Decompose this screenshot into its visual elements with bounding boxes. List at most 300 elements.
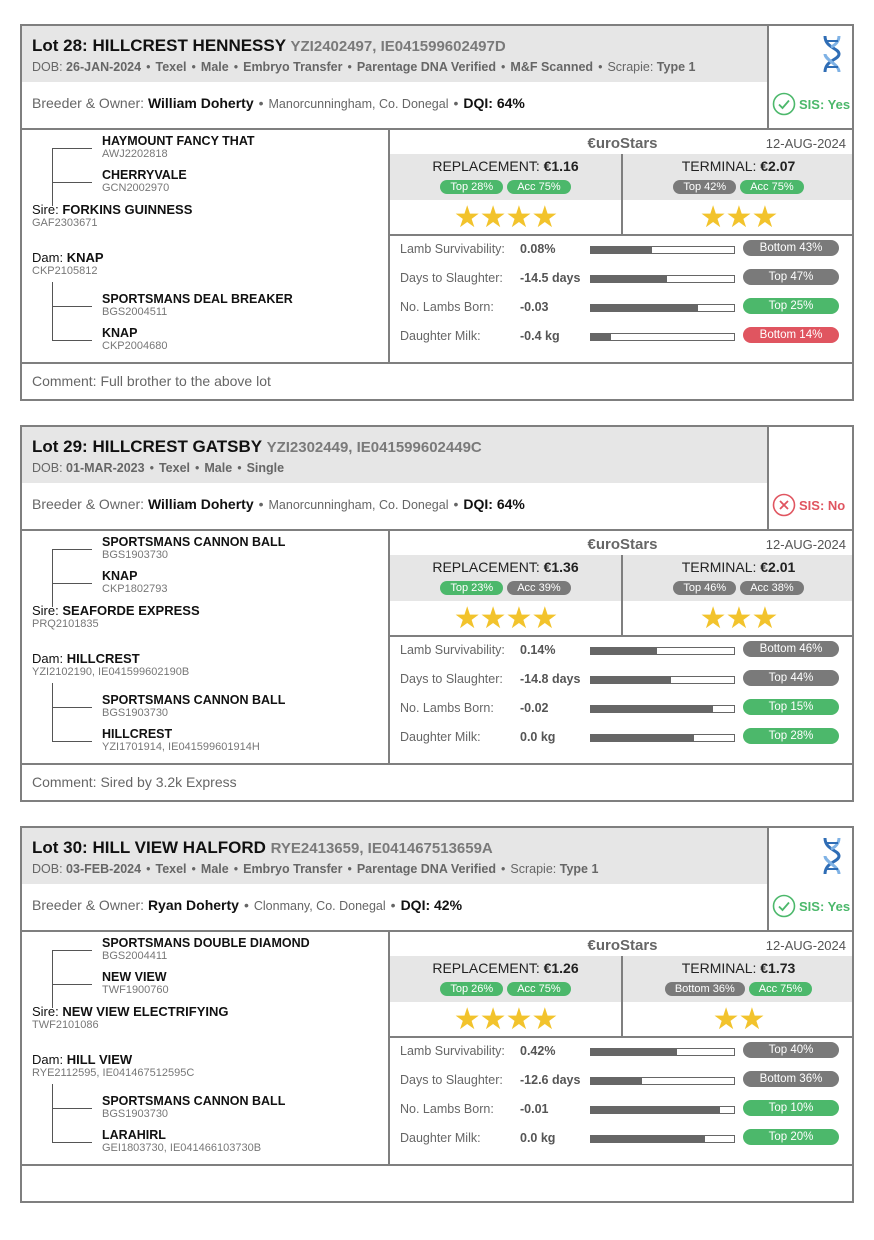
- percentile-pill: Top 47%: [743, 269, 839, 285]
- sis-label: SIS: Yes: [799, 898, 851, 914]
- lot-comment: Comment: Sired by 3.2k Express: [32, 774, 237, 790]
- lot-tag: Single: [246, 461, 285, 475]
- scrapie-label: Scrapie:: [510, 862, 560, 876]
- lot-card: [20, 425, 854, 802]
- divider: [390, 1036, 852, 1038]
- divider: [767, 828, 769, 930]
- pedigree: [22, 531, 388, 763]
- lot-card: [20, 24, 854, 401]
- ancestor-name: KNAP: [102, 569, 138, 583]
- sis-label: SIS: No: [799, 497, 846, 513]
- dam-sire: [102, 292, 293, 318]
- accuracy-pill: Acc 75%: [507, 180, 570, 194]
- tree-line: [52, 950, 92, 951]
- eurostars-date: 12-AUG-2024: [765, 136, 846, 151]
- lot-tag: Texel: [158, 461, 190, 475]
- ancestor-id: TWF1900760: [102, 984, 169, 996]
- ancestor-name: LARAHIRL: [102, 1128, 166, 1142]
- trait-bar: [590, 734, 735, 742]
- dam-dam: [102, 1128, 261, 1154]
- tree-line: [52, 583, 92, 584]
- star-icon: ★: [453, 602, 480, 635]
- separator: •: [347, 862, 352, 876]
- accuracy-pill: Acc 75%: [749, 982, 812, 996]
- terminal-stars: [623, 1005, 854, 1035]
- tree-line: [52, 549, 53, 607]
- percentile-pill: Bottom 36%: [743, 1071, 839, 1087]
- accuracy-pill: Acc 75%: [507, 982, 570, 996]
- trait-bar-fill: [591, 305, 698, 311]
- tree-line: [52, 741, 92, 742]
- breeder-label: Breeder & Owner:: [32, 95, 148, 111]
- lot-tag: Male: [204, 461, 233, 475]
- sis-badge: [772, 491, 854, 519]
- trait-bar: [590, 1106, 735, 1114]
- trait-name: Daughter Milk:: [400, 730, 481, 744]
- trait-bar: [590, 333, 735, 341]
- trait-value: 0.0 kg: [520, 730, 556, 744]
- star-icon: ★: [531, 602, 558, 635]
- percentile-pill: Bottom 14%: [743, 327, 839, 343]
- star-icon: ★: [453, 201, 480, 234]
- ancestor-name: SPORTSMANS CANNON BALL: [102, 535, 286, 549]
- accuracy-pill: Acc 38%: [740, 581, 803, 595]
- star-icon: ★: [699, 201, 726, 234]
- trait-bar-fill: [591, 1136, 705, 1142]
- replacement-index: [390, 158, 621, 195]
- trait-name: Daughter Milk:: [400, 329, 481, 343]
- lot-ids: YZI2302449, IE041599602449C: [266, 439, 482, 456]
- trait-bar-fill: [591, 706, 713, 712]
- breeder-line: [32, 95, 525, 111]
- tree-line: [52, 984, 92, 985]
- sire-id: GAF2303671: [32, 217, 98, 229]
- dam-dam: [102, 326, 167, 352]
- ancestor-id: BGS1903730: [102, 1108, 169, 1120]
- rank-pill: Top 26%: [440, 982, 503, 996]
- percentile-pill: Top 40%: [743, 1042, 839, 1058]
- index-label: TERMINAL:: [681, 559, 757, 575]
- terminal-label: [623, 559, 854, 575]
- ancestor-id: BGS2004511: [102, 306, 168, 318]
- trait-row: [400, 1071, 850, 1091]
- percentile-pill: Bottom 43%: [743, 240, 839, 256]
- ancestor-name: NEW VIEW: [102, 970, 167, 984]
- separator: •: [390, 897, 396, 913]
- dam-id: CKP2105812: [32, 265, 98, 277]
- trait-name: Lamb Survivability:: [400, 242, 505, 256]
- lot-card: [20, 826, 854, 1203]
- lot-tag: Parentage DNA Verified: [356, 60, 497, 74]
- lot-title: [32, 838, 493, 858]
- rank-pill: Bottom 36%: [665, 982, 745, 996]
- sire-dam: [102, 168, 187, 194]
- trait-bar: [590, 1077, 735, 1085]
- ancestor-name: HAYMOUNT FANCY THAT: [102, 134, 255, 148]
- sire: [32, 603, 200, 630]
- dam-name: KNAP: [66, 250, 104, 265]
- lot-title: [32, 36, 506, 56]
- star-icon: ★: [531, 201, 558, 234]
- check-circle-icon: [772, 894, 796, 918]
- sire-name: SEAFORDE EXPRESS: [62, 603, 200, 618]
- index-value: €1.36: [543, 559, 579, 575]
- tree-line: [52, 1084, 53, 1142]
- breeder-name: William Doherty: [147, 95, 254, 111]
- terminal-index: [623, 960, 854, 997]
- dam: [32, 651, 189, 678]
- breeder-line: [32, 897, 462, 913]
- lot-header: [22, 828, 767, 884]
- trait-value: -12.6 days: [520, 1073, 581, 1087]
- ancestor-id: CKP1802793: [102, 583, 168, 595]
- ancestor-id: GCN2002970: [102, 182, 170, 194]
- accuracy-pill: Acc 39%: [507, 581, 570, 595]
- trait-name: Days to Slaughter:: [400, 271, 503, 285]
- trait-value: -0.4 kg: [520, 329, 560, 343]
- dob-value: 03-FEB-2024: [66, 862, 142, 876]
- divider: [22, 1164, 852, 1166]
- tree-line: [52, 282, 53, 340]
- lot-details: [32, 461, 284, 475]
- star-icon: ★: [712, 1003, 739, 1036]
- star-icon: ★: [531, 1003, 558, 1036]
- breeder-name: William Doherty: [147, 496, 254, 512]
- sire-name: FORKINS GUINNESS: [62, 202, 193, 217]
- eurostars-title: €uroStars: [587, 135, 658, 152]
- trait-bar: [590, 246, 735, 254]
- index-value: €2.07: [760, 158, 796, 174]
- dam-label: Dam:: [32, 651, 64, 666]
- replacement-stars: [390, 604, 621, 634]
- sire-sire: [102, 936, 310, 962]
- dam-name: HILL VIEW: [66, 1052, 133, 1067]
- ancestor-id: CKP2004680: [102, 340, 168, 352]
- tree-line: [52, 340, 92, 341]
- separator: •: [243, 897, 249, 913]
- breeder-location: Manorcunningham, Co. Donegal: [268, 97, 449, 111]
- replacement-index: [390, 960, 621, 997]
- trait-row: [400, 641, 850, 661]
- sis-label: SIS: Yes: [799, 96, 851, 112]
- lot-title: [32, 437, 482, 457]
- lot-details: [32, 60, 695, 74]
- eurostars-date: 12-AUG-2024: [765, 938, 846, 953]
- trait-value: 0.42%: [520, 1044, 556, 1058]
- dob-label: DOB:: [32, 60, 67, 74]
- trait-value: -0.03: [520, 300, 549, 314]
- percentile-pill: Top 20%: [743, 1129, 839, 1145]
- terminal-index: [623, 559, 854, 596]
- ancestor-id: AWJ2202818: [102, 148, 168, 160]
- percentile-pill: Top 25%: [743, 298, 839, 314]
- replacement-label: [390, 559, 621, 575]
- separator: •: [191, 862, 196, 876]
- percentile-pill: Bottom 46%: [743, 641, 839, 657]
- separator: •: [453, 496, 459, 512]
- lot-name: Lot 29: HILLCREST GATSBY: [32, 437, 262, 456]
- dam-sire: [102, 693, 285, 719]
- replacement-label: [390, 960, 621, 976]
- index-label: REPLACEMENT:: [432, 559, 540, 575]
- star-icon: ★: [725, 602, 752, 635]
- sire-dam: [102, 970, 169, 996]
- trait-value: 0.08%: [520, 242, 556, 256]
- index-label: TERMINAL:: [681, 960, 757, 976]
- ancestor-name: KNAP: [102, 326, 138, 340]
- sire-id: TWF2101086: [32, 1019, 99, 1031]
- trait-value: -0.01: [520, 1102, 549, 1116]
- dob-value: 01-MAR-2023: [66, 461, 145, 475]
- scrapie-value: Type 1: [656, 60, 696, 74]
- percentile-pill: Top 15%: [743, 699, 839, 715]
- percentile-pill: Top 28%: [743, 728, 839, 744]
- accuracy-pill: Acc 75%: [740, 180, 803, 194]
- percentile-pill: Top 44%: [743, 670, 839, 686]
- sis-badge: [772, 892, 854, 920]
- separator: •: [453, 95, 459, 111]
- eurostars-date: 12-AUG-2024: [765, 537, 846, 552]
- trait-bar: [590, 1135, 735, 1143]
- replacement-stars: [390, 203, 621, 233]
- pedigree: [22, 130, 388, 362]
- trait-bar-fill: [591, 677, 671, 683]
- lot-details: [32, 862, 598, 876]
- trait-row: [400, 1129, 850, 1149]
- dqi-value: DQI: 42%: [400, 897, 463, 913]
- index-label: REPLACEMENT:: [432, 960, 540, 976]
- tree-line: [52, 707, 92, 708]
- separator: •: [146, 862, 151, 876]
- divider: [22, 362, 852, 364]
- separator: •: [258, 496, 264, 512]
- separator: •: [347, 60, 352, 74]
- index-value: €1.16: [543, 158, 579, 174]
- eurostars-title: €uroStars: [587, 937, 658, 954]
- trait-bar-fill: [591, 247, 652, 253]
- tree-line: [52, 182, 92, 183]
- replacement-stars: [390, 1005, 621, 1035]
- index-value: €1.26: [543, 960, 579, 976]
- trait-bar: [590, 647, 735, 655]
- dqi-value: DQI: 64%: [463, 95, 525, 111]
- trait-bar-fill: [591, 276, 667, 282]
- lot-comment: Comment: Full brother to the above lot: [32, 373, 271, 389]
- trait-name: Lamb Survivability:: [400, 1044, 505, 1058]
- lot-name: Lot 28: HILLCREST HENNESSY: [32, 36, 286, 55]
- lot-name: Lot 30: HILL VIEW HALFORD: [32, 838, 266, 857]
- sire-name: NEW VIEW ELECTRIFYING: [62, 1004, 229, 1019]
- trait-row: [400, 1100, 850, 1120]
- trait-bar-fill: [591, 1078, 642, 1084]
- index-value: €1.73: [760, 960, 796, 976]
- lot-header: [22, 26, 767, 82]
- lot-ids: RYE2413659, IE041467513659A: [270, 840, 493, 857]
- separator: •: [233, 862, 239, 876]
- index-label: TERMINAL:: [681, 158, 757, 174]
- tree-line: [52, 549, 92, 550]
- separator: •: [233, 60, 239, 74]
- ancestor-name: SPORTSMANS DEAL BREAKER: [102, 292, 293, 306]
- dam-label: Dam:: [32, 250, 64, 265]
- terminal-stars: [623, 203, 854, 233]
- trait-name: No. Lambs Born:: [400, 300, 494, 314]
- trait-bar-fill: [591, 1049, 677, 1055]
- tree-line: [52, 1108, 92, 1109]
- trait-row: [400, 327, 850, 347]
- percentile-pill: Top 10%: [743, 1100, 839, 1116]
- lot-header: [22, 427, 767, 483]
- sire-sire: [102, 535, 285, 561]
- trait-bar: [590, 705, 735, 713]
- star-icon: ★: [738, 1003, 765, 1036]
- dam-label: Dam:: [32, 1052, 64, 1067]
- divider: [767, 26, 769, 128]
- breeder-location: Manorcunningham, Co. Donegal: [268, 498, 449, 512]
- separator: •: [258, 95, 264, 111]
- ancestor-name: SPORTSMANS CANNON BALL: [102, 1094, 286, 1108]
- dam-sire: [102, 1094, 285, 1120]
- trait-row: [400, 728, 850, 748]
- trait-value: -14.8 days: [520, 672, 581, 686]
- trait-value: -0.02: [520, 701, 549, 715]
- trait-bar-fill: [591, 648, 657, 654]
- trait-row: [400, 699, 850, 719]
- dam: [32, 250, 104, 277]
- lot-tag: Male: [200, 60, 229, 74]
- terminal-label: [623, 960, 854, 976]
- trait-name: Lamb Survivability:: [400, 643, 505, 657]
- x-circle-icon: [772, 493, 796, 517]
- tree-line: [52, 148, 53, 206]
- star-icon: ★: [751, 201, 778, 234]
- breeder-label: Breeder & Owner:: [32, 897, 148, 913]
- breeder-location: Clonmany, Co. Donegal: [253, 899, 386, 913]
- star-icon: ★: [505, 602, 532, 635]
- tree-line: [52, 148, 92, 149]
- sire-label: Sire:: [32, 603, 59, 618]
- ancestor-name: HILLCREST: [102, 727, 173, 741]
- dqi-value: DQI: 64%: [463, 496, 525, 512]
- sire: [32, 1004, 228, 1031]
- trait-row: [400, 1042, 850, 1062]
- terminal-label: [623, 158, 854, 174]
- star-icon: ★: [479, 201, 506, 234]
- trait-value: 0.14%: [520, 643, 556, 657]
- lot-tag: Parentage DNA Verified: [356, 862, 497, 876]
- sire-label: Sire:: [32, 1004, 59, 1019]
- dam-id: RYE2112595, IE041467512595C: [32, 1067, 195, 1079]
- tree-line: [52, 1142, 92, 1143]
- tree-line: [52, 683, 53, 741]
- tree-line: [52, 306, 92, 307]
- star-icon: ★: [725, 201, 752, 234]
- separator: •: [146, 60, 151, 74]
- replacement-label: [390, 158, 621, 174]
- dam-dam: [102, 727, 260, 753]
- star-icon: ★: [505, 1003, 532, 1036]
- lot-ids: YZI2402497, IE041599602497D: [290, 38, 506, 55]
- trait-bar: [590, 676, 735, 684]
- terminal-stars: [623, 604, 854, 634]
- ancestor-id: GEI1803730, IE041466103730B: [102, 1142, 262, 1154]
- rank-pill: Top 42%: [673, 180, 736, 194]
- pedigree: [22, 932, 388, 1164]
- divider: [767, 427, 769, 529]
- dna-icon: [817, 34, 847, 74]
- dam-name: HILLCREST: [66, 651, 140, 666]
- sire-dam: [102, 569, 167, 595]
- trait-name: Days to Slaughter:: [400, 672, 503, 686]
- ancestor-name: SPORTSMANS CANNON BALL: [102, 693, 286, 707]
- separator: •: [598, 60, 603, 74]
- star-icon: ★: [479, 602, 506, 635]
- breeder-name: Ryan Doherty: [147, 897, 239, 913]
- check-circle-icon: [772, 92, 796, 116]
- separator: •: [191, 60, 196, 74]
- sire: [32, 202, 192, 229]
- dna-icon: [817, 836, 847, 876]
- scrapie-label: Scrapie:: [607, 60, 657, 74]
- sire-sire: [102, 134, 255, 160]
- rank-pill: Top 23%: [440, 581, 503, 595]
- trait-row: [400, 298, 850, 318]
- trait-name: Daughter Milk:: [400, 1131, 481, 1145]
- breeder-line: [32, 496, 525, 512]
- separator: •: [501, 60, 506, 74]
- trait-value: -14.5 days: [520, 271, 581, 285]
- scrapie-value: Type 1: [559, 862, 599, 876]
- ancestor-id: BGS1903730: [102, 707, 169, 719]
- replacement-index: [390, 559, 621, 596]
- ancestor-name: CHERRYVALE: [102, 168, 187, 182]
- lot-tag: Texel: [155, 862, 187, 876]
- divider: [22, 763, 852, 765]
- lot-tag: Male: [200, 862, 229, 876]
- trait-name: No. Lambs Born:: [400, 1102, 494, 1116]
- separator: •: [237, 461, 242, 475]
- star-icon: ★: [479, 1003, 506, 1036]
- star-icon: ★: [453, 1003, 480, 1036]
- ancestor-name: SPORTSMANS DOUBLE DIAMOND: [102, 936, 310, 950]
- terminal-index: [623, 158, 854, 195]
- index-value: €2.01: [760, 559, 796, 575]
- eurostars-title: €uroStars: [587, 536, 658, 553]
- rank-pill: Top 28%: [440, 180, 503, 194]
- separator: •: [501, 862, 506, 876]
- breeder-label: Breeder & Owner:: [32, 496, 148, 512]
- tree-line: [52, 950, 53, 1008]
- trait-bar-fill: [591, 1107, 720, 1113]
- lot-tag: Embryo Transfer: [243, 862, 343, 876]
- separator: •: [149, 461, 154, 475]
- trait-value: 0.0 kg: [520, 1131, 556, 1145]
- trait-name: Days to Slaughter:: [400, 1073, 503, 1087]
- dam-id: YZI2102190, IE041599602190B: [32, 666, 190, 678]
- dob-value: 26-JAN-2024: [66, 60, 142, 74]
- trait-bar: [590, 1048, 735, 1056]
- lot-tag: M&F Scanned: [510, 60, 594, 74]
- sis-badge: [772, 90, 854, 118]
- dob-label: DOB:: [32, 862, 67, 876]
- lot-tag: Embryo Transfer: [243, 60, 343, 74]
- separator: •: [195, 461, 200, 475]
- divider: [390, 635, 852, 637]
- trait-bar-fill: [591, 735, 694, 741]
- sire-label: Sire:: [32, 202, 59, 217]
- lot-tag: Texel: [155, 60, 187, 74]
- dob-label: DOB:: [32, 461, 67, 475]
